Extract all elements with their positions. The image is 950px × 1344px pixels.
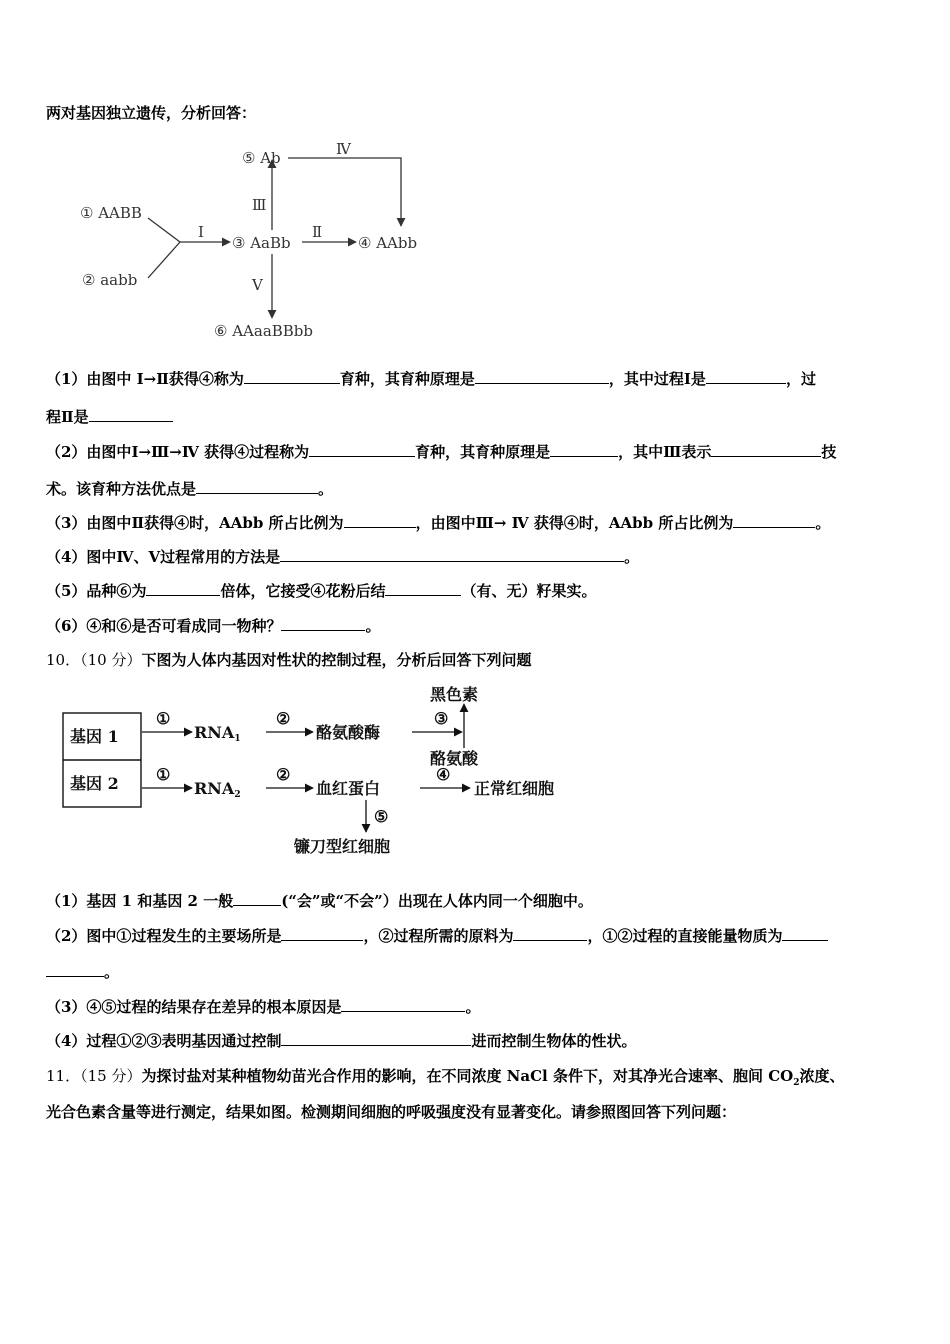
answer-blank[interactable] xyxy=(281,616,365,631)
answer-blank[interactable] xyxy=(385,581,461,596)
cross-line-2 xyxy=(148,242,180,278)
q10-item-3: （3）④⑤过程的结果存在差异的根本原因是 。 xyxy=(46,998,481,1016)
q11-line-1: 11．（15 分）为探讨盐对某种植物幼苗光合作用的影响，在不同浓度 NaCl 条件下，对其净光合速率、胞间 $CO_2$浓度、 xyxy=(46,1067,845,1088)
q11-line-2: 光合色素含量等进行测定，结果如图。检测期间细胞的呼吸强度没有显著变化。请参照图回答下列问题： xyxy=(46,1103,737,1121)
label-rna-1: RNA1 xyxy=(194,723,241,744)
answer-blank[interactable] xyxy=(344,513,416,528)
label-process-2: Ⅱ xyxy=(312,223,323,241)
answer-blank[interactable] xyxy=(341,997,465,1012)
answer-blank[interactable] xyxy=(513,926,587,941)
label-step-3: ③ xyxy=(434,709,449,728)
label-step-5: ⑤ xyxy=(374,807,389,826)
q9-item-1-line-1: （1）由图中 Ⅰ→Ⅱ获得④称为 育种，其育种原理是 ，其中过程Ⅰ是 ，过 xyxy=(46,370,816,388)
node-aabb-parent: ① AABB xyxy=(80,204,142,222)
label-tyrosine: 酪氨酸 xyxy=(430,749,479,768)
answer-blank[interactable] xyxy=(244,369,340,384)
label-step-1a: ① xyxy=(156,709,171,728)
label-process-1: Ⅰ xyxy=(198,223,204,241)
label-step-4: ④ xyxy=(436,765,451,784)
answer-blank[interactable] xyxy=(711,442,821,457)
q9-item-2-line-2: 术。该育种方法优点是 。 xyxy=(46,480,334,498)
label-rna-2: RNA2 xyxy=(194,779,241,800)
gene-expression-diagram xyxy=(60,680,640,860)
q10-item-1: （1）基因 1 和基因 2 一般 (“会”或“不会”）出现在人体内同一个细胞中。 xyxy=(46,892,593,910)
node-aabb-recessive: ② aabb xyxy=(82,271,138,289)
answer-blank[interactable] xyxy=(46,962,104,977)
q9-item-4: （4）图中Ⅳ、Ⅴ过程常用的方法是 。 xyxy=(46,548,640,566)
label-gene-2: 基因 2 xyxy=(70,774,119,793)
label-hemoglobin: 血红蛋白 xyxy=(316,779,381,798)
label-gene-1: 基因 1 xyxy=(70,727,119,746)
q10-item-2-line-2: 。 xyxy=(46,962,119,982)
answer-blank[interactable] xyxy=(733,513,815,528)
answer-blank[interactable] xyxy=(146,581,220,596)
label-step-1b: ① xyxy=(156,765,171,784)
answer-blank[interactable] xyxy=(281,926,363,941)
label-process-5: Ⅴ xyxy=(252,276,263,294)
label-sickle-rbc: 镰刀型红细胞 xyxy=(294,837,391,856)
q10-item-4: （4）过程①②③表明基因通过控制 进而控制生物体的性状。 xyxy=(46,1032,637,1050)
q9-item-3: （3）由图中Ⅱ获得④时，AAbb 所占比例为 ，由图中Ⅲ→ Ⅳ 获得④时，AAbb 所占比例为 。 xyxy=(46,514,831,532)
label-melanin: 黑色素 xyxy=(430,685,479,704)
q9-item-5: （5）品种⑥为 倍体，它接受④花粉后结 （有、无）籽果实。 xyxy=(46,582,597,600)
answer-blank[interactable] xyxy=(233,891,281,906)
answer-blank[interactable] xyxy=(782,926,828,941)
node-ab-haploid: ⑤ Ab xyxy=(242,149,281,167)
node-tetraploid: ⑥ AAaaBBbb xyxy=(214,322,314,340)
breeding-diagram xyxy=(70,138,510,348)
node-aabb-target: ④ AAbb xyxy=(358,234,418,252)
label-step-2a: ② xyxy=(276,709,291,728)
answer-blank[interactable] xyxy=(281,1031,471,1046)
cross-line-1 xyxy=(148,218,180,242)
q9-item-6: （6）④和⑥是否可看成同一物种？ 。 xyxy=(46,617,381,635)
answer-blank[interactable] xyxy=(309,442,415,457)
node-aabb-f1: ③ AaBb xyxy=(232,234,291,252)
label-process-4: Ⅳ xyxy=(336,140,351,158)
label-tyrosinase: 酪氨酸酶 xyxy=(316,723,381,742)
label-process-3: Ⅲ xyxy=(252,196,267,214)
answer-blank[interactable] xyxy=(196,479,318,494)
answer-blank[interactable] xyxy=(706,369,786,384)
q10-item-2-line-1: （2）图中①过程发生的主要场所是 ，②过程所需的原料为 ，①②过程的直接能量物质为 xyxy=(46,926,828,946)
q9-item-2-line-1: （2）由图中Ⅰ→Ⅲ→Ⅳ 获得④过程称为 育种，其育种原理是 ，其中Ⅲ表示 技 xyxy=(46,443,837,461)
label-normal-rbc: 正常红细胞 xyxy=(474,779,555,798)
intro-text: 两对基因独立遗传，分析回答： xyxy=(46,104,257,122)
answer-blank[interactable] xyxy=(550,442,618,457)
arrow-process-4 xyxy=(288,158,401,226)
answer-blank[interactable] xyxy=(475,369,609,384)
q10-title: 10．（10 分）下图为人体内基因对性状的控制过程，分析后回答下列问题 xyxy=(46,651,532,669)
label-step-2b: ② xyxy=(276,765,291,784)
q9-item-1-line-2: 程Ⅱ是 xyxy=(46,407,173,427)
answer-blank[interactable] xyxy=(89,407,173,422)
answer-blank[interactable] xyxy=(280,547,624,562)
